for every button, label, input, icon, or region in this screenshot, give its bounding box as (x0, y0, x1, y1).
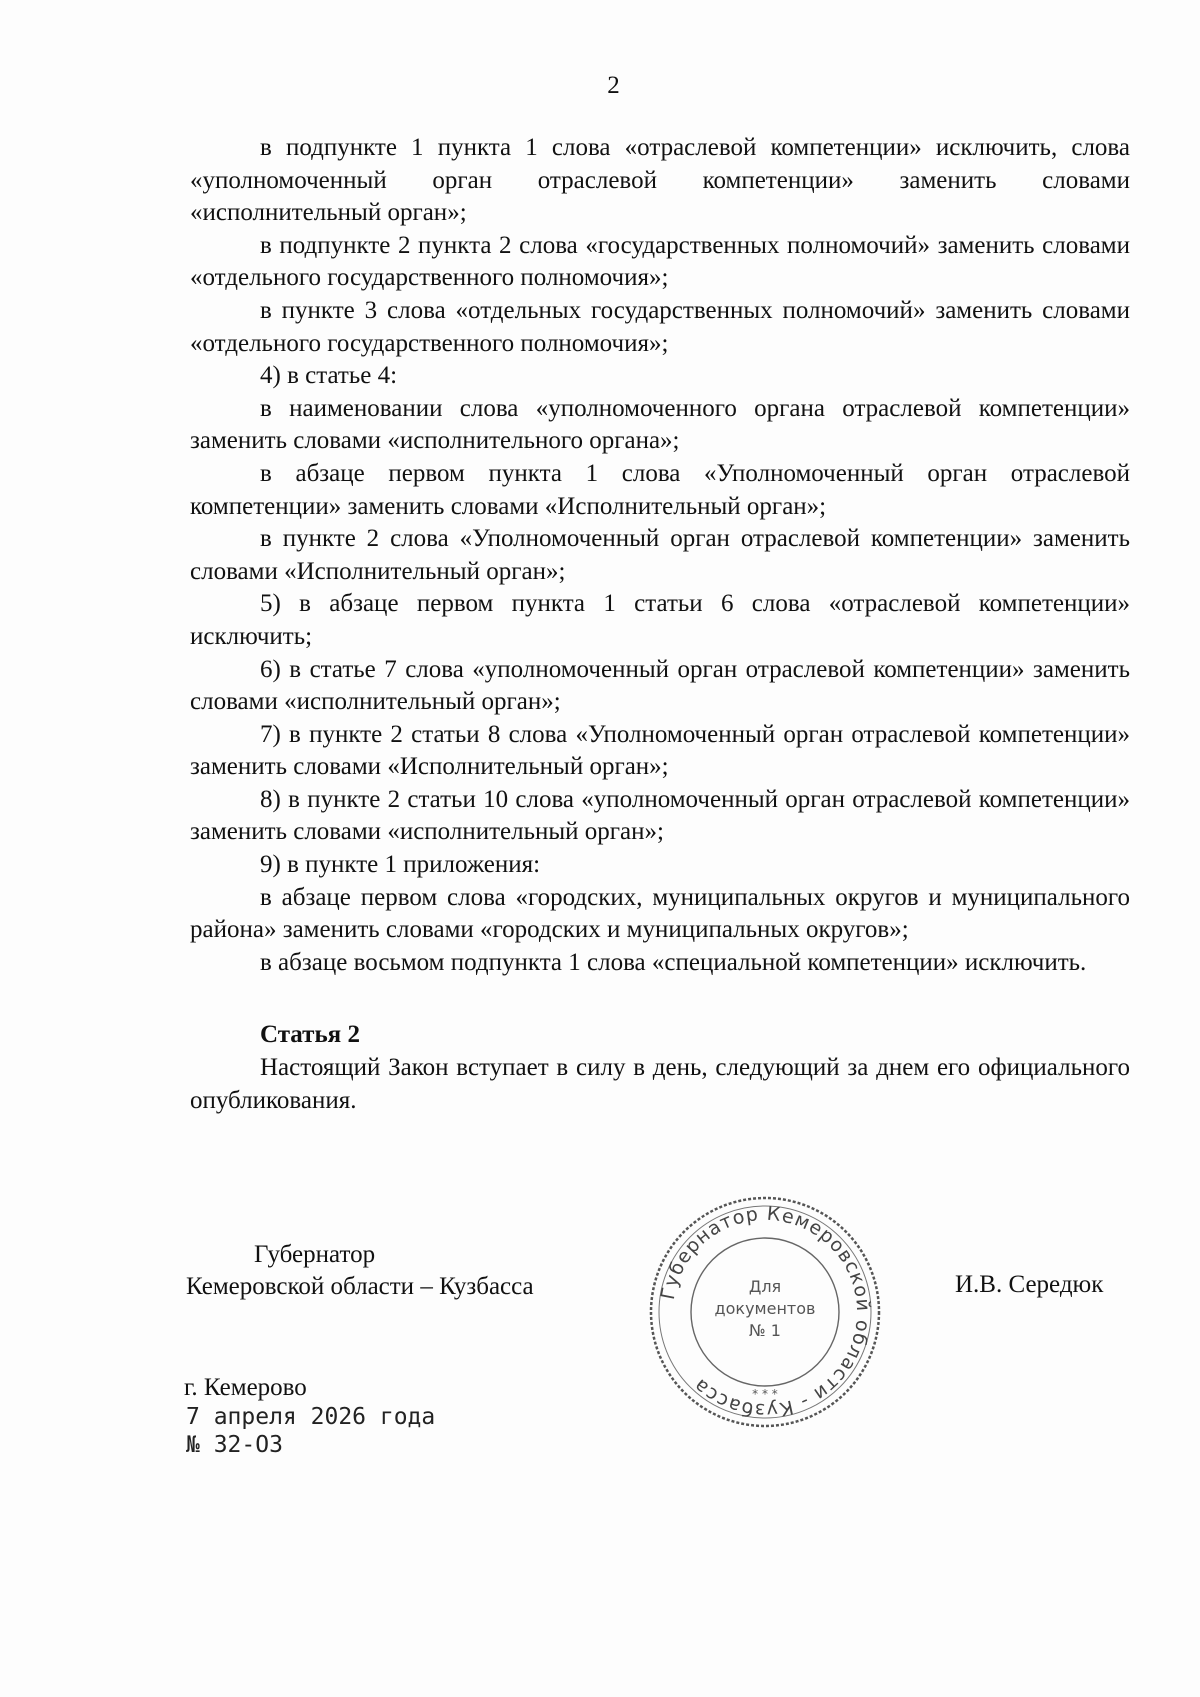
signatory-title (186, 1239, 534, 1303)
paragraph: в подпункте 2 пункта 2 слова «государственных полномочий» заменить словами «отдельного государственного полномочия»; (190, 231, 1130, 292)
paragraph: в подпункте 1 пункта 1 слова «отраслевой компетенции» исключить, слова «уполномоченный орган отраслевой компетенции» заменить словами «исполнительный орган»; (190, 134, 1130, 227)
seal-center-text: Для (748, 1277, 782, 1296)
signatory-title-line: Губернатор (254, 1241, 376, 1268)
page-number: 2 (607, 72, 620, 99)
seal-center-text: № 1 (749, 1321, 781, 1340)
paragraph: в абзаце восьмом подпункта 1 слова «специальной компетенции» исключить. (260, 948, 1087, 976)
document-body (190, 132, 1130, 1117)
paragraph: 7) в пункте 2 статьи 8 слова «Уполномоченный орган отраслевой компетенции» заменить словами «Исполнительный орган»; (190, 720, 1130, 781)
paragraph: в пункте 3 слова «отдельных государственных полномочий» заменить словами «отдельного государственного полномочия»; (190, 296, 1130, 357)
signing-place: г. Кемерово (184, 1374, 307, 1401)
paragraph: 8) в пункте 2 статьи 10 слова «уполномоченный орган отраслевой компетенции» заменить словами «исполнительный орган»; (190, 785, 1130, 846)
paragraph: в наименовании слова «уполномоченного органа отраслевой компетенции» заменить словами «исполнительного органа»; (190, 394, 1130, 455)
paragraph: в пункте 2 слова «Уполномоченный орган отраслевой компетенции» заменить словами «Исполнительный орган»; (190, 525, 1130, 585)
article-text: Настоящий Закон вступает в силу в день, следующий за днем его официального опубликования. (190, 1054, 1130, 1114)
paragraph: в абзаце первом пункта 1 слова «Уполномоченный орган отраслевой компетенции» заменить словами «Исполнительный орган»; (190, 459, 1130, 520)
registration-block (186, 1403, 435, 1459)
paragraph: 6) в статье 7 слова «уполномоченный орган отраслевой компетенции» заменить словами «исполнительный орган»; (190, 655, 1130, 716)
signatory-name: И.В. Середюк (955, 1271, 1104, 1298)
paragraph: в абзаце первом слова «городских, муниципальных округов и муниципального района» заменить словами «городских и муниципальных округов»; (190, 883, 1130, 944)
signing-date: 7 апреля 2026 года (186, 1404, 436, 1430)
paragraph: 5) в абзаце первом пункта 1 статьи 6 слова «отраслевой компетенции» исключить; (190, 590, 1130, 650)
article-heading: Статья 2 (260, 1021, 360, 1049)
signatory-title-line: Кемеровской области – Кузбасса (186, 1273, 534, 1300)
seal-ring-text: Губернатор Кемеровской области - Кузбасса (656, 1202, 875, 1422)
paragraph: 9) в пункте 1 приложения: (260, 851, 541, 879)
seal-center-text: документов (714, 1299, 816, 1318)
seal-stars: * * * (752, 1387, 778, 1401)
law-number: № 32-ОЗ (186, 1432, 283, 1458)
official-seal-stamp (645, 1192, 885, 1432)
paragraph: 4) в статье 4: (260, 362, 398, 390)
